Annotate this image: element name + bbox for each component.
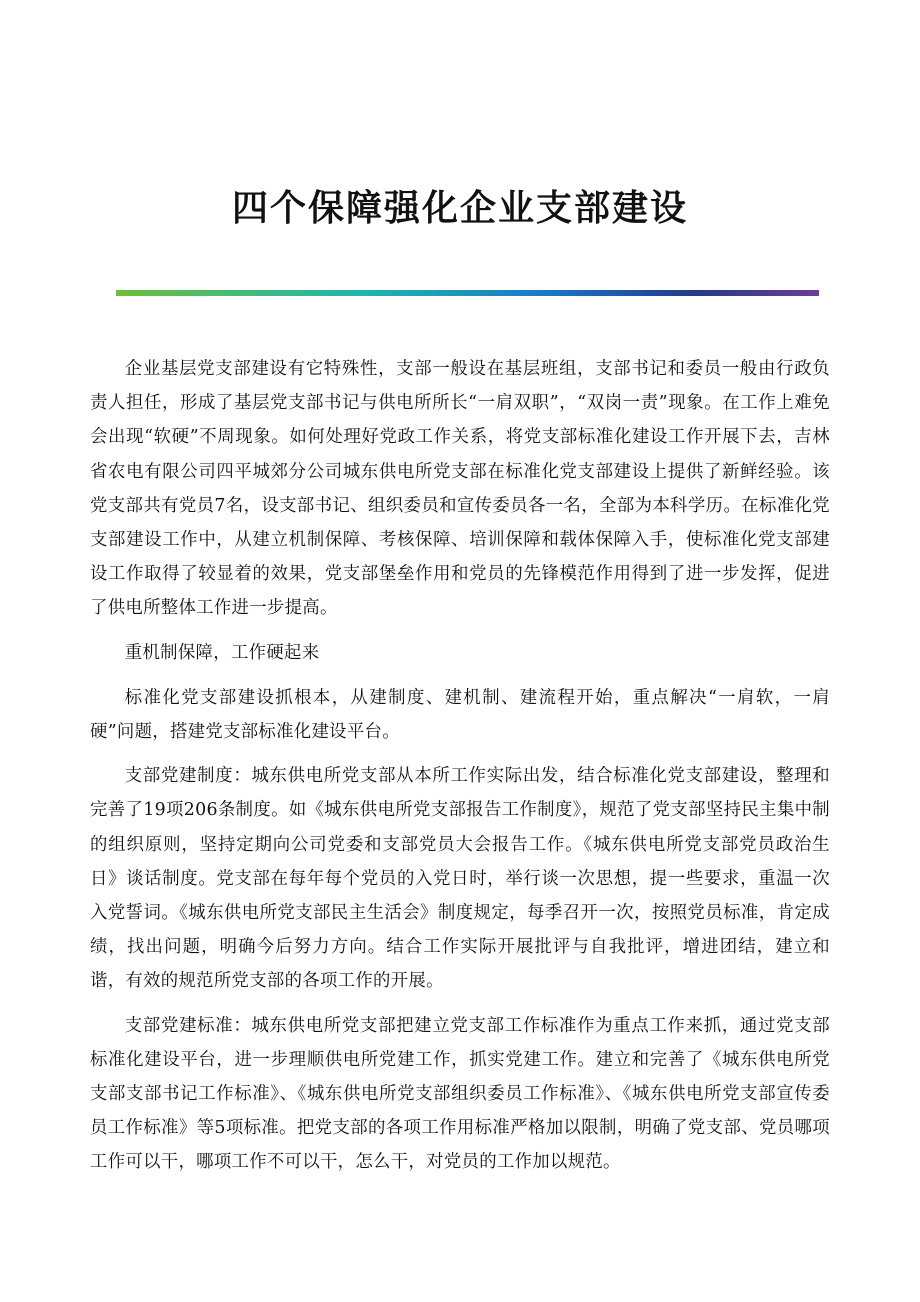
page-title: 四个保障强化企业支部建设 (231, 187, 688, 229)
paragraph-overview: 标准化党支部建设抓根本，从建制度、建机制、建流程开始，重点解决“一肩软，一肩硬”问题，搭建党支部标准化建设平台。 (90, 687, 830, 743)
paragraph-party-system: 支部党建制度：城东供电所党支部从本所工作实际出发，结合标准化党支部建设，整理和完善了19项206条制度。如《城东供电所党支部报告工作制度》，规范了党支部坚持民主集中制的组织原则，坚持定期向公司党委和支部党员大会报告工作。《城东供电所党支部党员政治生日》谈话制度。党支部在每年每个党员的入党日时，举行谈一次思想，提一些要求，重温一次入党誓词。《城东供电所党支部民主生活会》制度规定，每季召开一次，按照党员标准，肯定成绩，找出问题，明确今后努力方向。结合工作实际开展批评与自我批评，增进团结，建立和谐，有效的规范所党支部的各项工作的开展。 (90, 766, 830, 992)
paragraph-intro: 企业基层党支部建设有它特殊性，支部一般设在基层班组，支部书记和委员一般由行政负责人担任，形成了基层党支部书记与供电所所长“一肩双职”，“双岗一责”现象。在工作上难免会出现“软硬”不周现象。如何处理好党政工作关系，将党支部标准化建设工作开展下去，吉林省农电有限公司四平城郊分公司城东供电所党支部在标准化党支部建设上提供了新鲜经验。该党支部共有党员7名，设支部书记、组织委员和宣传委员各一名，全部为本科学历。在标准化党支部建设工作中，从建立机制保障、考核保障、培训保障和载体保障入手，使标准化党支部建设工作取得了较显着的效果，党支部堡垒作用和党员的先锋模范作用得到了进一步发挥，促进了供电所整体工作进一步提高。 (90, 359, 830, 619)
divider-bar (116, 290, 819, 296)
paragraph-party-standards: 支部党建标准：城东供电所党支部把建立党支部工作标准作为重点工作来抓，通过党支部标准化建设平台，进一步理顺供电所党建工作，抓实党建工作。建立和完善了《城东供电所党支部支部书记工作标准》、《城东供电所党支部组织委员工作标准》、《城东供电所党支部宣传委员工作标准》等5项标准。把党支部的各项工作用标准严格加以限制，明确了党支部、党员哪项工作可以干，哪项工作不可以干，怎么干，对党员的工作加以规范。 (90, 1015, 830, 1173)
title-divider (116, 290, 819, 296)
section-heading: 重机制保障，工作硬起来 (124, 642, 320, 663)
body-content (90, 352, 830, 1190)
